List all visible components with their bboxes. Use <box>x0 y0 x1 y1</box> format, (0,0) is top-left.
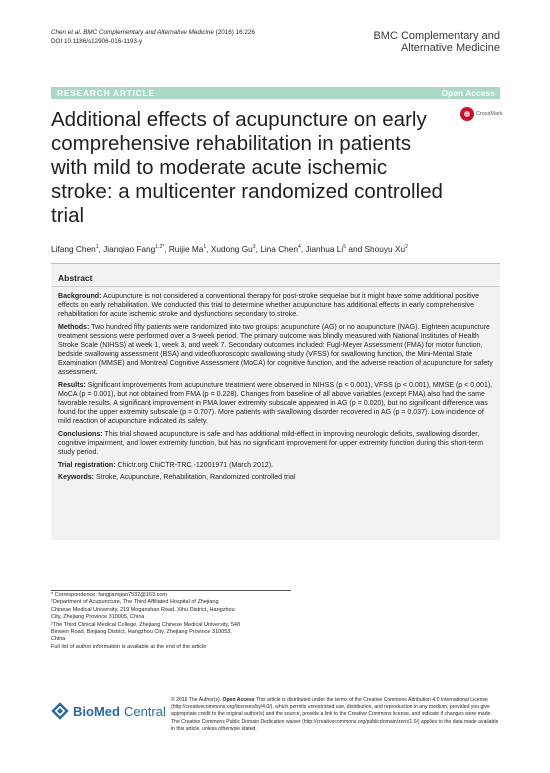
section-text: Significant improvements from acupuncture treatment were observed in NIHSS (p < 0.001), VFSS (p < 0.001), MMSE (p < 0.001), MoCA (p = 0.001), but not obtained from FMA (p = 0.228). Changes from baseline of all above variables (except FMA) also had the same favorable results. A significant improvement in FMA lower extremity subscale appeared in AG (p = 0.020), but no significant difference was found for the upper extremity subscale (p = 0.707). More patients with swallowing disorder recovered in AG (p = 0.037). Low incidence of mild reaction of acupuncture indicated its safety. <box>58 381 493 426</box>
section-label: Results: <box>58 381 86 389</box>
abstract-section <box>58 461 495 470</box>
section-label: Background: <box>58 293 102 300</box>
crossmark-badge[interactable] <box>460 107 503 121</box>
section-label: Trial registration: <box>58 461 116 469</box>
article-title: Additional effects of acupuncture on early comprehensive rehabilitation in patients with mild to moderate acute ischemic stroke: a multicenter randomized controlled trial <box>51 108 443 227</box>
logo-text-bold: BioMed <box>73 703 120 719</box>
author-list: Lifang Chen$^1$, Jianqiao Fang$^{1,2*}$, Ruijie Ma$^1$, Xudong Gu$^3$, Lina Chen$^4$, Jianhua Li$^5$ and Shouyu Xu$^2$ <box>51 244 408 254</box>
author-name: Xudong Gu <box>210 244 253 254</box>
abstract-divider <box>51 286 500 287</box>
footnote-line: ¹Department of Acupuncture, The Third Affiliated Hospital of Zhejiang <box>51 599 219 606</box>
author-name: Shouyu Xu <box>364 244 406 254</box>
open-access-label: Open Access <box>441 88 495 98</box>
citation-authors: Chen et al. <box>51 29 82 36</box>
author-name: Lina Chen <box>260 244 299 254</box>
citation-header <box>51 28 255 46</box>
footnotes <box>51 592 311 651</box>
section-label: Conclusions: <box>58 430 103 438</box>
section-text: Chictr.org ChiCTR-TRC -12001971 (March 2012). <box>117 461 274 469</box>
footnote-line: ²The Third Clinical Medical College, Zhejiang Chinese Medical University, 548 <box>51 621 241 628</box>
logo-text-regular: Central <box>123 703 166 719</box>
footnote-line: City, Zhejiang Province 310005, China <box>51 614 145 621</box>
section-text: Acupuncture is not considered a conventional therapy for post-stroke sequelae but it might have some additional positive effects on early rehabilitation. We conducted this trial to determine whether acupuncture has additional effects in early comprehensive rehabilitation for acute ischemic stroke and dysfunctions secondary to stroke. <box>58 293 480 319</box>
author-affiliation-mark: 4 <box>298 244 301 251</box>
author-affiliation-mark: 1,2* <box>155 244 165 251</box>
section-text: Stroke, Acupuncture, Rehabilitation, Randomized controlled trial <box>96 474 296 482</box>
author-name: Lifang Chen <box>51 244 96 254</box>
author-affiliation-mark: 1 <box>95 244 99 251</box>
journal-name-line1: BMC Complementary and <box>373 30 500 42</box>
abstract-section <box>58 381 495 426</box>
section-text: Two hundred fifty patients were randomized into two groups: acupuncture (AG) or no acupuncture (NAG). Eighteen acupuncture treatment sessions were performed over a 3-week period. The primary outcome was blindly measured with National Institutes of Health Stroke Scale (NIHSS) at week 1, week 3, and week 7. Secondary outcomes included: Fugl-Meyer Assessment (FMA) for motor function, bedside swallowing assessment (BSA) and videofluoroscopic swallowing study (VFSS) for swallowing function, the Mini-Mental State Examination (MMSE) and Montreal Cognitive Assessment (MoCA) for cognitive function, and the adverse reaction of acupuncture for safety assessment. <box>58 323 493 377</box>
article-type-label: RESEARCH ARTICLE <box>57 88 155 98</box>
section-label: Keywords: <box>58 474 95 482</box>
footnote-line: Binwen Road, Binjiang District, Hangzhou City, Zhejiang Province 310053, <box>51 629 232 636</box>
section-label: Methods: <box>58 323 90 331</box>
author-affiliation-mark: 5 <box>343 244 347 251</box>
journal-name <box>373 30 500 54</box>
abstract-box <box>51 263 500 540</box>
abstract-section <box>58 473 495 482</box>
author-affiliation-mark: 3 <box>252 244 256 251</box>
footnote-line: Chinese Medical University, 219 Moganshan Road, Xihu District, Hangzhou <box>51 606 235 613</box>
article-type-bar <box>51 87 500 99</box>
author-affiliation-mark: 1 <box>203 244 207 251</box>
abstract-section <box>58 430 495 457</box>
crossmark-label: CrossMark <box>476 111 503 117</box>
citation-journal: BMC Complementary and Alternative Medicine <box>83 29 214 36</box>
crossmark-icon <box>460 107 474 121</box>
section-text: This trial showed acupuncture is safe and has additional mild-effect in improving neurologic deficits, swallowing disorder, cognitive impairment, and lower extremity function, but has no significant improvement for upper extremity function during this short-term study period. <box>58 430 483 456</box>
author-name: Jianhua Li <box>305 244 344 254</box>
license-copyright: © 2016 The Author(s). <box>171 697 222 703</box>
biomed-central-logo <box>51 702 166 720</box>
license-text: This article is distributed under the terms of the Creative Commons Attribution 4.0 International License (http://creativecommons.org/licenses/by/4.0/), which permits unrestricted use, distribution, and reproduction in any medium, provided you give appropriate credit to the original author(s) and the source, provide a link to the Creative Commons license, and indicate if changes were made. The Creative Commons Public Domain Dedication waiver (http://creativecommons.org/publicdomain/zero/1.0/) applies to the data made available in this article, unless otherwise stated. <box>171 697 499 732</box>
author-name: Jianqiao Fang <box>103 244 156 254</box>
author-affiliation-mark: 2 <box>405 244 408 251</box>
footnote-divider <box>51 590 291 591</box>
journal-name-line2: Alternative Medicine <box>400 42 500 54</box>
citation-volume: (2016) 16:226 <box>215 29 255 36</box>
abstract-section <box>58 292 495 319</box>
license-notice <box>171 697 501 733</box>
footnote-line: Full list of author information is available at the end of the article <box>51 643 207 650</box>
abstract-heading: Abstract <box>58 273 93 283</box>
license-open-access: Open Access <box>222 697 255 703</box>
footnote-line: China <box>51 636 66 643</box>
biomed-central-logo-icon <box>51 702 69 720</box>
doi: DOI 10.1186/s12906-016-1193-y <box>51 38 143 45</box>
abstract-section <box>58 323 495 378</box>
footnote-line: * Correspondence: fangjianqiao7532@163.com <box>51 592 167 598</box>
author-name: Ruijie Ma <box>168 244 204 254</box>
abstract-body <box>58 292 495 486</box>
